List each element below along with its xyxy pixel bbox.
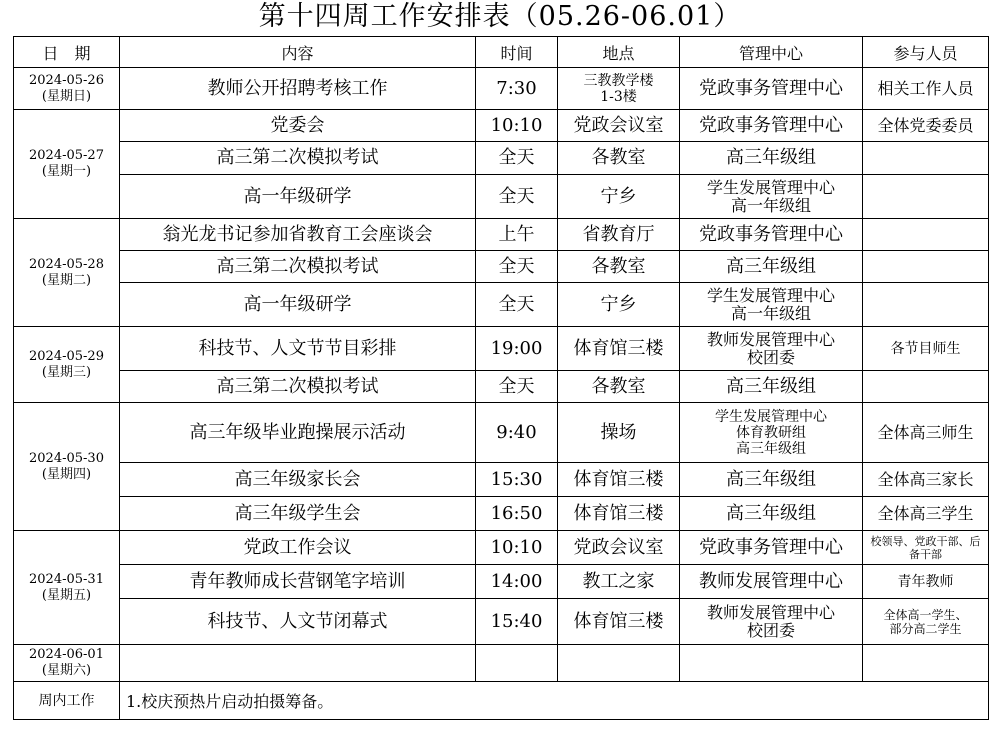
cell-line: 高三年级组 <box>736 440 806 457</box>
cell-line: 校团委 <box>746 347 795 367</box>
weekday-text: (星期一) <box>41 164 92 179</box>
cell-line: 党政事务管理中心 <box>699 77 843 99</box>
event-time: 全天 <box>476 175 558 219</box>
event-content: 高三年级学生会 <box>120 497 476 531</box>
event-time: 7:30 <box>476 68 558 110</box>
cell-line: 宁乡 <box>600 293 637 315</box>
event-participants <box>863 403 989 463</box>
event-location <box>558 175 680 219</box>
event-time: 19:00 <box>476 327 558 371</box>
event-center <box>680 327 863 371</box>
header-time: 时间 <box>476 37 558 68</box>
event-participants <box>863 531 989 565</box>
event-participants <box>863 371 989 403</box>
cell-line: 1-3楼 <box>600 88 637 105</box>
event-content: 党委会 <box>120 110 476 142</box>
event-location <box>558 463 680 497</box>
event-content <box>120 645 476 682</box>
date-cell <box>14 645 120 682</box>
cell-line: 青年教师 <box>897 573 954 590</box>
event-location <box>558 251 680 283</box>
cell-line: 体育馆三楼 <box>573 337 664 359</box>
event-location <box>558 645 680 682</box>
weekday-text: (星期五) <box>41 587 92 603</box>
cell-line: 全体高三学生 <box>877 503 974 523</box>
cell-line: 各节目师生 <box>890 340 961 357</box>
header-location: 地点 <box>558 37 680 68</box>
event-content: 高三第二次模拟考试 <box>120 251 476 283</box>
cell-line: 学生发展管理中心 <box>715 408 827 425</box>
cell-line: 党政事务管理中心 <box>699 536 843 558</box>
date-cell <box>14 110 120 219</box>
event-location <box>558 497 680 531</box>
cell-line: 全体高三师生 <box>877 422 974 442</box>
event-time: 上午 <box>476 219 558 251</box>
event-participants <box>863 219 989 251</box>
event-content: 翁光龙书记参加省教育工会座谈会 <box>120 219 476 251</box>
event-center <box>680 251 863 283</box>
event-center <box>680 283 863 327</box>
date-cell <box>14 403 120 531</box>
event-time <box>476 645 558 682</box>
event-center <box>680 599 863 645</box>
event-time: 10:10 <box>476 110 558 142</box>
event-time: 全天 <box>476 251 558 283</box>
event-location <box>558 531 680 565</box>
cell-line: 高一年级组 <box>730 195 811 215</box>
cell-line: 高三年级组 <box>726 502 816 524</box>
event-location <box>558 327 680 371</box>
event-time: 15:30 <box>476 463 558 497</box>
event-time: 14:00 <box>476 565 558 599</box>
cell-line: 校领导、党政干部、后 <box>870 534 981 548</box>
header-center: 管理中心 <box>680 37 863 68</box>
cell-line: 校团委 <box>746 620 795 640</box>
event-participants <box>863 327 989 371</box>
cell-line: 全体高三家长 <box>877 469 974 489</box>
event-center <box>680 497 863 531</box>
date-cell <box>14 68 120 110</box>
event-time: 9:40 <box>476 403 558 463</box>
cell-line: 全体高一学生、 <box>883 607 968 622</box>
header-row <box>14 37 989 68</box>
event-content: 科技节、人文节节目彩排 <box>120 327 476 371</box>
schedule-row <box>14 110 989 142</box>
header-date: 日 期 <box>14 37 120 68</box>
date-text: 2024-05-31 <box>29 571 104 587</box>
event-center <box>680 142 863 175</box>
cell-line: 体育馆三楼 <box>573 502 664 524</box>
date-text: 2024-06-01 <box>29 647 104 662</box>
schedule-row <box>14 219 989 251</box>
event-center <box>680 463 863 497</box>
schedule-row <box>14 283 989 327</box>
event-participants <box>863 68 989 110</box>
cell-line: 宁乡 <box>600 185 637 207</box>
event-time: 全天 <box>476 283 558 327</box>
cell-line: 备干部 <box>909 547 942 561</box>
event-content: 高三年级家长会 <box>120 463 476 497</box>
event-location <box>558 565 680 599</box>
event-center <box>680 531 863 565</box>
schedule-row <box>14 403 989 463</box>
event-location <box>558 283 680 327</box>
cell-line: 体育馆三楼 <box>573 468 664 490</box>
cell-line: 各教室 <box>591 255 646 277</box>
cell-line: 党政会议室 <box>573 114 664 136</box>
event-center <box>680 645 863 682</box>
cell-line: 党政事务管理中心 <box>699 223 843 245</box>
schedule-row <box>14 251 989 283</box>
cell-line: 教工之家 <box>582 570 655 592</box>
cell-line: 三教教学楼 <box>583 72 654 89</box>
event-center <box>680 403 863 463</box>
date-text: 2024-05-27 <box>29 148 104 163</box>
cell-line: 教师发展管理中心 <box>706 329 835 349</box>
event-participants <box>863 175 989 219</box>
event-content: 党政工作会议 <box>120 531 476 565</box>
event-time: 全天 <box>476 371 558 403</box>
schedule-row <box>14 371 989 403</box>
date-text: 2024-05-28 <box>29 256 104 272</box>
cell-line: 党政事务管理中心 <box>699 114 843 136</box>
schedule-row <box>14 565 989 599</box>
event-participants <box>863 142 989 175</box>
cell-line: 高三年级组 <box>726 255 816 277</box>
event-location <box>558 219 680 251</box>
event-location <box>558 142 680 175</box>
event-participants <box>863 497 989 531</box>
event-time: 15:40 <box>476 599 558 645</box>
weekday-text: (星期六) <box>41 663 92 678</box>
event-center <box>680 371 863 403</box>
event-content: 教师公开招聘考核工作 <box>120 68 476 110</box>
weekday-text: (星期二) <box>41 272 92 288</box>
schedule-row <box>14 327 989 371</box>
weekly-row <box>14 682 989 720</box>
event-center <box>680 175 863 219</box>
event-participants <box>863 283 989 327</box>
cell-line: 体育教研组 <box>736 424 806 441</box>
event-time: 10:10 <box>476 531 558 565</box>
schedule-row <box>14 68 989 110</box>
schedule-table <box>13 36 989 720</box>
date-cell <box>14 531 120 645</box>
schedule-row <box>14 599 989 645</box>
event-content: 高三年级毕业跑操展示活动 <box>120 403 476 463</box>
date-cell <box>14 219 120 327</box>
cell-line: 党政会议室 <box>573 536 664 558</box>
page-title: 第十四周工作安排表（05.26-06.01） <box>258 1 742 32</box>
event-time: 全天 <box>476 142 558 175</box>
schedule-row <box>14 497 989 531</box>
event-location <box>558 371 680 403</box>
event-participants <box>863 645 989 682</box>
weekday-text: (星期日) <box>41 88 92 104</box>
cell-line: 高一年级组 <box>730 303 811 323</box>
cell-line: 高三年级组 <box>726 468 816 490</box>
event-participants <box>863 565 989 599</box>
cell-line: 体育馆三楼 <box>573 610 664 632</box>
event-content: 高三第二次模拟考试 <box>120 371 476 403</box>
event-location <box>558 599 680 645</box>
header-participants: 参与人员 <box>863 37 989 68</box>
cell-line: 相关工作人员 <box>877 78 974 98</box>
event-content: 科技节、人文节闭幕式 <box>120 599 476 645</box>
event-participants <box>863 110 989 142</box>
cell-line: 部分高二学生 <box>889 621 962 636</box>
event-location <box>558 110 680 142</box>
cell-line: 高三年级组 <box>726 147 816 168</box>
schedule-row <box>14 142 989 175</box>
cell-line: 高三年级组 <box>726 375 816 397</box>
cell-line: 学生发展管理中心 <box>706 285 835 305</box>
date-cell <box>14 327 120 403</box>
event-center <box>680 68 863 110</box>
event-participants <box>863 251 989 283</box>
schedule-row <box>14 463 989 497</box>
schedule-row <box>14 175 989 219</box>
event-content: 高一年级研学 <box>120 283 476 327</box>
schedule-row <box>14 645 989 682</box>
weekday-text: (星期四) <box>41 466 92 482</box>
date-text: 2024-05-29 <box>29 348 104 364</box>
cell-line: 省教育厅 <box>582 223 655 245</box>
event-time: 16:50 <box>476 497 558 531</box>
cell-line: 全体党委委员 <box>877 115 974 135</box>
cell-line: 教师发展管理中心 <box>699 570 843 592</box>
event-location <box>558 68 680 110</box>
event-participants <box>863 599 989 645</box>
event-content: 青年教师成长营钢笔字培训 <box>120 565 476 599</box>
cell-line: 教师发展管理中心 <box>706 602 835 622</box>
cell-line: 各教室 <box>591 147 646 168</box>
event-content: 高一年级研学 <box>120 175 476 219</box>
event-content: 高三第二次模拟考试 <box>120 142 476 175</box>
weekday-text: (星期三) <box>41 364 92 380</box>
schedule-row <box>14 531 989 565</box>
weekly-label: 周内工作 <box>14 682 120 720</box>
cell-line: 学生发展管理中心 <box>706 177 835 197</box>
event-center <box>680 565 863 599</box>
weekly-content: 1.校庆预热片启动拍摄筹备。 <box>120 682 989 720</box>
cell-line: 各教室 <box>591 375 646 397</box>
event-location <box>558 403 680 463</box>
event-participants <box>863 463 989 497</box>
cell-line: 操场 <box>600 421 637 443</box>
date-text: 2024-05-30 <box>29 450 104 466</box>
event-center <box>680 110 863 142</box>
header-content: 内容 <box>120 37 476 68</box>
date-text: 2024-05-26 <box>29 72 104 88</box>
event-center <box>680 219 863 251</box>
